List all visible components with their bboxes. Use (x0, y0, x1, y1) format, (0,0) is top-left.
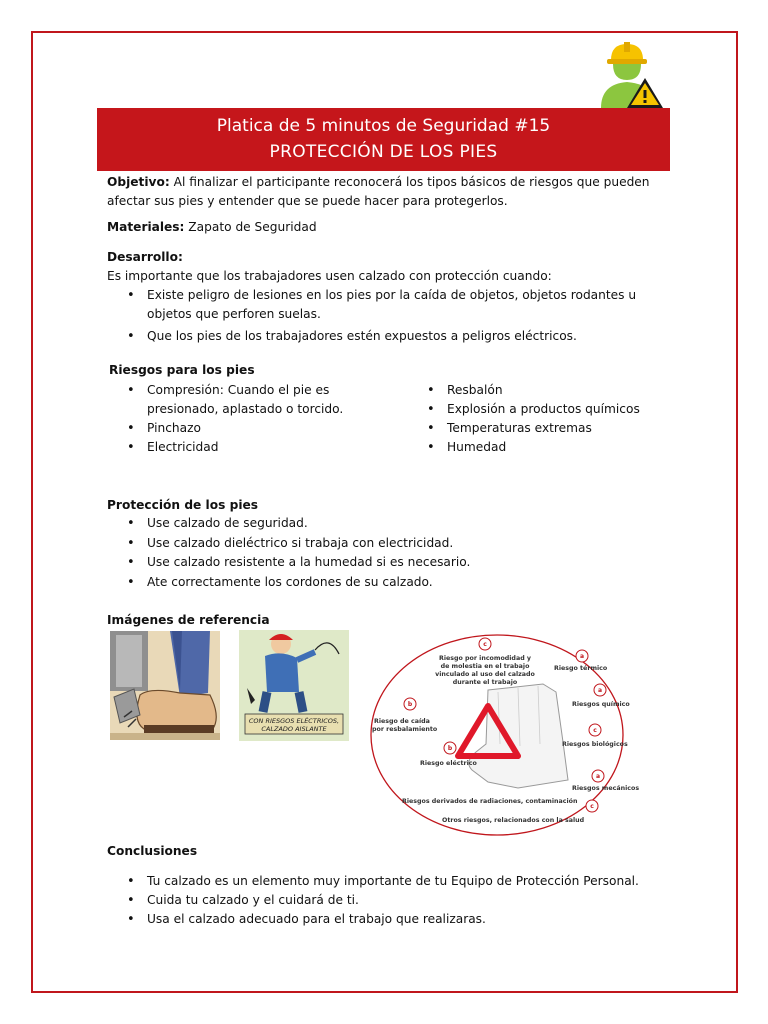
title-banner (97, 108, 670, 171)
list-item: • Tu calzado es un elemento muy importante de tu Equipo de Protección Personal. (123, 872, 683, 891)
label-caida-2: por resbalamiento (372, 726, 438, 733)
list-item: • Usa el calzado adecuado para el trabajo que realizaras. (123, 910, 683, 929)
label-radiaciones: Riesgos derivados de radiaciones, contaminación (402, 798, 578, 805)
list-item: • Use calzado dieléctrico si trabaja con electricidad. (123, 534, 643, 553)
list-item: • Electricidad (123, 438, 363, 457)
conclusions-list (123, 872, 683, 929)
svg-text:c: c (590, 803, 594, 810)
list-item: • Que los pies de los trabajadores estén expuestos a peligros eléctricos. (123, 327, 663, 346)
label-mecanicos: Riesgos mecánicos (572, 785, 640, 792)
image-caption-line-2: CALZADO AISLANTE (261, 725, 327, 733)
marker-b-electrico (444, 742, 456, 754)
falling-object-foot-image (110, 631, 220, 740)
marker-a-termico (576, 650, 588, 662)
list-item: • Existe peligro de lesiones en los pies por la caída de objetos, objetos rodantes u objetos que perforen suelas. (123, 286, 663, 324)
list-item: • Use calzado resistente a la humedad si es necesario. (123, 553, 643, 572)
risks-list-column-1 (123, 381, 363, 457)
list-item: • Use calzado de seguridad. (123, 514, 643, 533)
label-caida-1: Riesgo de caída (374, 718, 430, 725)
electrical-worker-image (239, 630, 349, 741)
list-item: • Ate correctamente los cordones de su calzado. (123, 573, 643, 592)
label-incomodidad-1: Riesgo por incomodidad y (439, 655, 531, 662)
label-incomodidad-2: de molestia en el trabajo (440, 663, 530, 670)
label-incomodidad-3: vinculado al uso del calzado (435, 671, 535, 678)
image-caption-line-1: CON RIESGOS ELÉCTRICOS, (248, 717, 340, 725)
topic-title: PROTECCIÓN DE LOS PIES (269, 142, 498, 162)
svg-text:a: a (579, 653, 585, 660)
list-item: • Cuida tu calzado y el cuidará de ti. (123, 891, 683, 910)
development-heading: Desarrollo: (107, 250, 183, 264)
conclusions-heading: Conclusiones (107, 844, 198, 858)
marker-a-mecanicos (592, 770, 604, 782)
objective-label: Objetivo: (107, 175, 170, 189)
svg-text:c: c (593, 727, 597, 734)
marker-a-quimico (594, 684, 606, 696)
marker-c-top (479, 638, 491, 650)
label-quimico: Riesgos químico (572, 701, 630, 708)
development-intro: Es importante que los trabajadores usen calzado con protección cuando: (107, 269, 552, 283)
development-list (123, 286, 663, 349)
svg-text:b: b (407, 701, 413, 708)
materials-label: Materiales: (107, 220, 185, 234)
svg-text:b: b (447, 745, 453, 752)
marker-c-radiaciones (586, 800, 598, 812)
talk-title: Platica de 5 minutos de Seguridad #15 (216, 116, 551, 136)
marker-b-caida (404, 698, 416, 710)
label-otros: Otros riesgos, relacionados con la salud (442, 817, 585, 824)
svg-text:c: c (483, 641, 487, 648)
protection-heading: Protección de los pies (107, 498, 259, 512)
materials-text: Zapato de Seguridad (184, 220, 317, 234)
list-item: • Compresión: Cuando el pie es presionado, aplastado o torcido. (123, 381, 363, 419)
label-termico: Riesgo térmico (554, 665, 608, 672)
risks-list-column-2 (423, 381, 683, 457)
objective-paragraph (107, 173, 667, 211)
safety-worker-warning-icon (597, 40, 663, 108)
label-incomodidad-4: durante el trabajo (452, 679, 518, 686)
label-electrico: Riesgo eléctrico (420, 760, 477, 767)
materials-paragraph (107, 218, 667, 237)
list-item: • Resbalón (423, 381, 683, 400)
label-biologicos: Riesgos biológicos (562, 741, 628, 748)
protection-list (123, 514, 643, 592)
foot-risks-diagram (368, 632, 640, 838)
svg-text:a: a (597, 687, 603, 694)
marker-c-biologicos (589, 724, 601, 736)
references-heading: Imágenes de referencia (107, 613, 270, 627)
list-item: • Explosión a productos químicos (423, 400, 683, 419)
list-item: • Humedad (423, 438, 683, 457)
svg-text:a: a (595, 773, 601, 780)
risks-heading: Riesgos para los pies (109, 363, 255, 377)
list-item: • Temperaturas extremas (423, 419, 683, 438)
objective-text: Al finalizar el participante reconocerá los tipos básicos de riesgos que pueden afectar sus pies y entender que se puede hacer para protegerlos. (107, 175, 650, 208)
list-item: • Pinchazo (123, 419, 363, 438)
